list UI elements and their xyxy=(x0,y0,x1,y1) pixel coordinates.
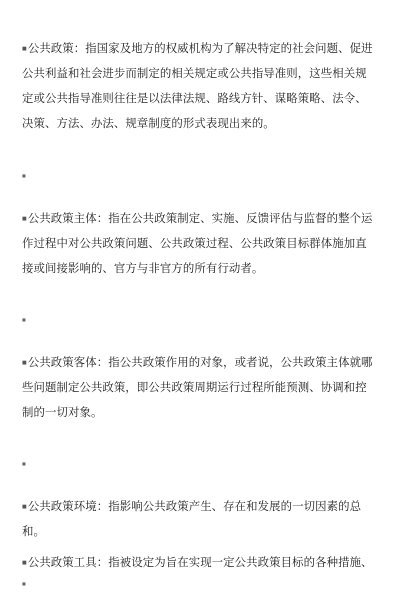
bullet-marker: ■ xyxy=(22,503,27,510)
separator-mark: ■ xyxy=(22,174,26,178)
definition-policy-subject xyxy=(22,206,374,281)
definition-policy-object xyxy=(22,350,374,425)
definition-text: 公共政策：指国家及地方的权威机构为了解决特定的社会问题、促进公共利益和社会进步而制定的相关规定或公共指导准则，这些相关规定或公共指导准则往往是以法律法规、路线方针、谋略策略、法令、决策、方法、办法、规章制度的形式表现出来的。 xyxy=(22,41,373,130)
bullet-marker: ■ xyxy=(22,215,27,222)
bullet-marker: ■ xyxy=(22,45,27,52)
definition-text: 公共政策主体：指在公共政策制定、实施、反馈评估与监督的整个运作过程中对公共政策问题、公共政策过程、公共政策目标群体施加直接或间接影响的、官方与非官方的所有行动者。 xyxy=(22,211,373,275)
separator-mark: ■ xyxy=(22,318,26,322)
definition-text: 公共政策客体：指公共政策作用的对象，或者说，公共政策主体就哪些问题制定公共政策，即公共政策周期运行过程所能预测、协调和控制的一切对象。 xyxy=(22,355,373,419)
separator-mark: ■ xyxy=(22,462,26,466)
definition-text: 公共政策环境：指影响公共政策产生、存在和发展的一切因素的总和。 xyxy=(22,499,362,538)
definition-text: 公共政策工具：指被设定为旨在实现一定公共政策目标的各种措施、 xyxy=(27,555,373,569)
bullet-marker: ■ xyxy=(22,559,27,566)
separator-mark: ■ xyxy=(22,582,26,586)
definition-policy-environment xyxy=(22,494,374,544)
bullet-marker: ■ xyxy=(22,359,27,366)
definition-public-policy xyxy=(22,36,374,136)
definition-policy-tools xyxy=(22,550,374,575)
